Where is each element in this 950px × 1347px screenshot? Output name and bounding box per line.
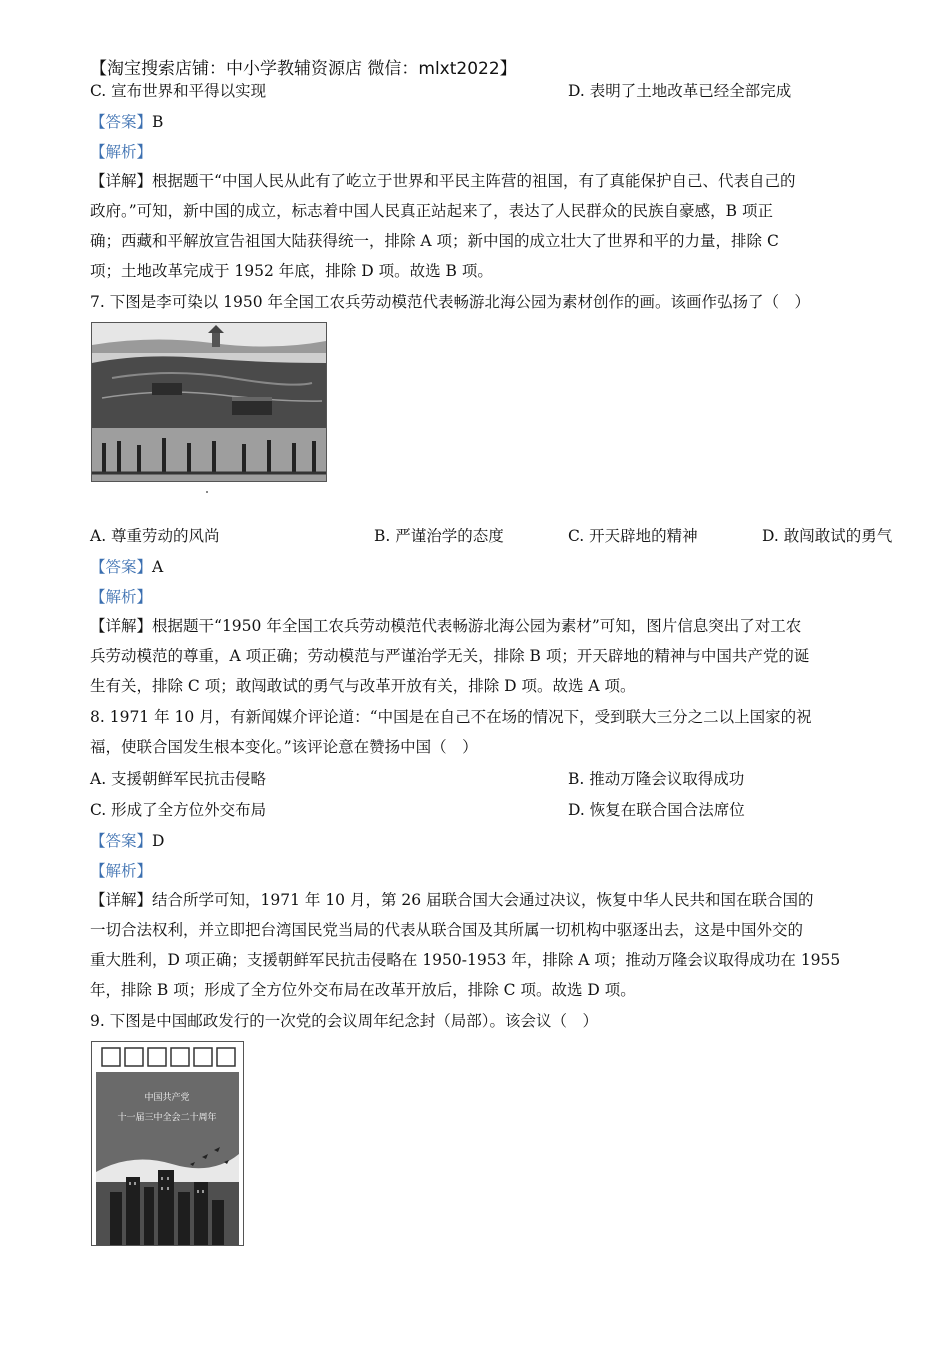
answer-tag: 【答案】 xyxy=(90,113,153,131)
q8-options-row xyxy=(90,799,865,821)
q6-detail-line xyxy=(90,170,865,192)
answer-value: B xyxy=(152,113,164,131)
q6-analysis xyxy=(90,141,865,163)
q7-option-c: C. 开天辟地的精神 xyxy=(568,527,698,545)
q8-option-d: D. 恢复在联合国合法席位 xyxy=(568,801,745,819)
q7-detail-line: 兵劳动模范的尊重，A 项正确；劳动模范与严谨治学无关，排除 B 项；开天辟地的精神与中国共产党的诞 xyxy=(90,647,810,665)
q8-answer xyxy=(90,830,865,852)
q8-detail-line xyxy=(90,889,865,911)
q8-options-row xyxy=(90,768,865,790)
q8-detail-line: 年，排除 B 项；形成了全方位外交布局在改革开放后，排除 C 项。故选 D 项。 xyxy=(90,981,636,999)
q8-option-b: B. 推动万隆会议取得成功 xyxy=(568,770,745,788)
q8-analysis xyxy=(90,860,865,882)
stray-dot xyxy=(206,491,208,493)
answer-value: D xyxy=(152,832,165,850)
detail-text: 根据题干“中国人民从此有了屹立于世界和平民主阵营的祖国，有了真能保护自己、代表自己的 xyxy=(152,172,796,190)
answer-tag: 【答案】 xyxy=(90,558,153,576)
q7-option-a: A. 尊重劳动的风尚 xyxy=(90,527,220,545)
q6-detail-line: 确；西藏和平解放宣告祖国大陆获得统一，排除 A 项；新中国的成立壮大了世界和平的力量，排除 C xyxy=(90,232,779,250)
q8-stem-line: 福，使联合国发生根本变化。”该评论意在赞扬中国（ ） xyxy=(90,738,478,756)
detail-tag: 【详解】 xyxy=(90,617,153,635)
q6-option-c: C. 宣布世界和平得以实现 xyxy=(90,82,267,100)
beihai-park-painting-image xyxy=(91,322,327,482)
q8-detail-line: 一切合法权利，并立即把台湾国民党当局的代表从联合国及其所属一切机构中驱逐出去，这是中国外交的 xyxy=(90,921,804,939)
q7-option-d: D. 敢闯敢试的勇气 xyxy=(762,527,893,545)
q8-option-c: C. 形成了全方位外交布局 xyxy=(90,801,267,819)
cover-title-line1: 中国共产党 xyxy=(144,1093,190,1103)
cover-title-line2: 十一届三中全会二十周年 xyxy=(117,1113,217,1123)
q9-stem: 9. 下图是中国邮政发行的一次党的会议周年纪念封（局部）。该会议（ ） xyxy=(90,1012,598,1030)
detail-text: 根据题干“1950 年全国工农兵劳动模范代表畅游北海公园为素材”可知，图片信息突出了对工农 xyxy=(152,617,802,635)
detail-text: 结合所学可知，1971 年 10 月，第 26 届联合国大会通过决议，恢复中华人民共和国在联合国的 xyxy=(152,891,814,909)
q7-detail-line: 生有关，排除 C 项；敢闯敢试的勇气与改革开放有关，排除 D 项。故选 A 项。 xyxy=(90,677,636,695)
q6-options-row xyxy=(90,80,865,102)
q8-detail-line: 重大胜利，D 项正确；支援朝鲜军民抗击侵略在 1950-1953 年，排除 A 项；推动万隆会议取得成功在 1955 xyxy=(90,951,841,969)
detail-tag: 【详解】 xyxy=(90,172,153,190)
commemorative-cover-image xyxy=(91,1041,244,1246)
cover-illustration xyxy=(92,1042,243,1245)
q6-detail-line: 项；土地改革完成于 1952 年底，排除 D 项。故选 B 项。 xyxy=(90,262,493,280)
answer-value: A xyxy=(152,558,164,576)
q7-answer xyxy=(90,556,865,578)
q7-detail-line xyxy=(90,615,865,637)
q7-options-row xyxy=(90,525,893,547)
watermark-header: 【淘宝搜索店铺：中小学教辅资源店 微信：mlxt2022】 xyxy=(90,59,517,79)
q8-option-a: A. 支援朝鲜军民抗击侵略 xyxy=(90,770,267,788)
analysis-tag: 【解析】 xyxy=(90,588,153,606)
q6-option-d: D. 表明了土地改革已经全部完成 xyxy=(568,82,792,100)
analysis-tag: 【解析】 xyxy=(90,862,153,880)
q7-analysis xyxy=(90,586,865,608)
q7-stem: 7. 下图是李可染以 1950 年全国工农兵劳动模范代表畅游北海公园为素材创作的画。该画作弘扬了（ ） xyxy=(90,293,811,311)
q6-detail-line: 政府。”可知，新中国的成立，标志着中国人民真正站起来了，表达了人民群众的民族自豪感，B 项正 xyxy=(90,202,773,220)
painting-illustration xyxy=(92,323,326,481)
q8-stem-line: 8. 1971 年 10 月，有新闻媒介评论道：“中国是在自己不在场的情况下，受到联大三分之二以上国家的祝 xyxy=(90,708,812,726)
q7-option-b: B. 严谨治学的态度 xyxy=(374,527,504,545)
answer-tag: 【答案】 xyxy=(90,832,153,850)
detail-tag: 【详解】 xyxy=(90,891,153,909)
analysis-tag: 【解析】 xyxy=(90,143,153,161)
q6-answer xyxy=(90,111,865,133)
